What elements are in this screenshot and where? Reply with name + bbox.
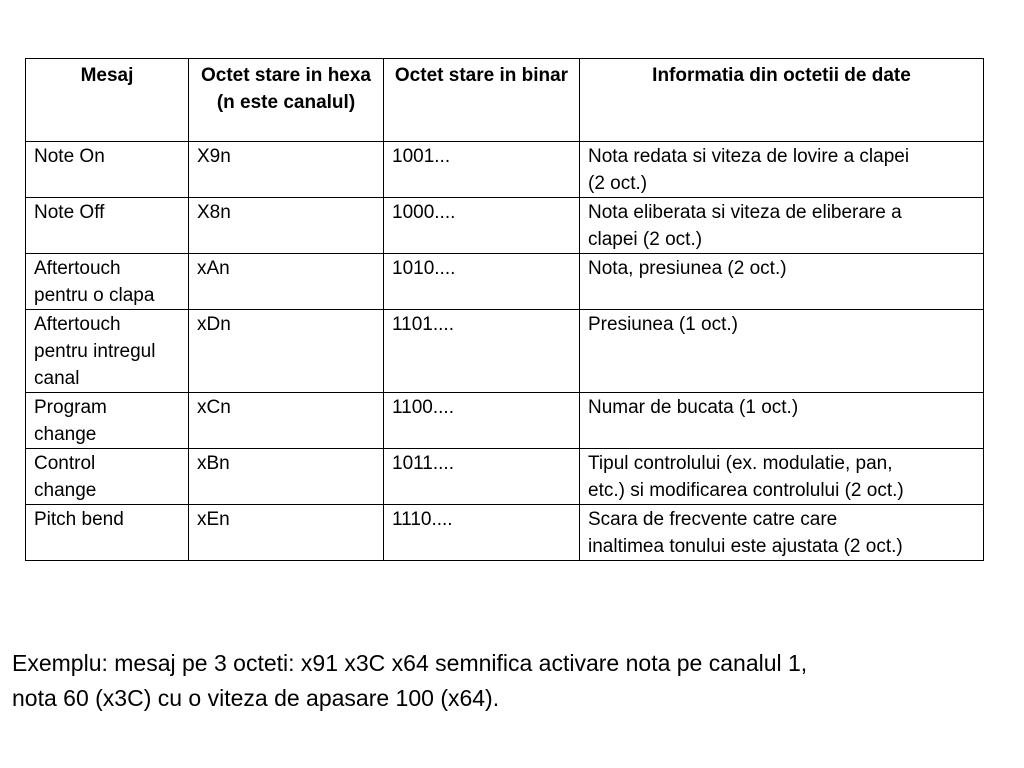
cell-mesaj: Pitch bend [26,505,189,561]
cell-informatia: Numar de bucata (1 oct.) [580,393,984,449]
cell-binar: 1011.... [384,449,580,505]
header-octet-hexa: Octet stare in hexa (n este canalul) [189,59,384,142]
table-row [26,310,984,393]
cell-informatia: Nota eliberata si viteza de eliberare a clapei (2 oct.) [580,198,984,254]
cell-mesaj: Control change [26,449,189,505]
table-row [26,505,984,561]
cell-hexa: xDn [189,310,384,393]
header-informatia: Informatia din octetii de date [580,59,984,142]
table-row [26,142,984,198]
cell-binar: 1000.... [384,198,580,254]
table-row [26,449,984,505]
cell-binar: 1101.... [384,310,580,393]
cell-binar: 1110.... [384,505,580,561]
cell-hexa: xAn [189,254,384,310]
cell-informatia: Tipul controlului (ex. modulatie, pan, etc.) si modificarea controlului (2 oct.) [580,449,984,505]
header-mesaj: Mesaj [26,59,189,142]
cell-mesaj: Program change [26,393,189,449]
cell-hexa: xCn [189,393,384,449]
table-row [26,393,984,449]
header-octet-binar: Octet stare in binar [384,59,580,142]
cell-informatia: Nota redata si viteza de lovire a clapei (2 oct.) [580,142,984,198]
cell-mesaj: Aftertouch pentru o clapa [26,254,189,310]
table-row [26,198,984,254]
cell-binar: 1001... [384,142,580,198]
table-row [26,254,984,310]
cell-hexa: X8n [189,198,384,254]
cell-informatia: Presiunea (1 oct.) [580,310,984,393]
example-paragraph: Exemplu: mesaj pe 3 octeti: x91 x3C x64 semnifica activare nota pe canalul 1, nota 60 (x3C) cu o viteza de apasare 100 (x64). [12,650,808,711]
cell-hexa: xEn [189,505,384,561]
cell-hexa: X9n [189,142,384,198]
cell-informatia: Scara de frecvente catre care inaltimea tonului este ajustata (2 oct.) [580,505,984,561]
cell-binar: 1100.... [384,393,580,449]
cell-mesaj: Note Off [26,198,189,254]
cell-informatia: Nota, presiunea (2 oct.) [580,254,984,310]
midi-messages-table [25,58,984,561]
cell-mesaj: Aftertouch pentru intregul canal [26,310,189,393]
table-header-row [26,59,984,142]
cell-mesaj: Note On [26,142,189,198]
cell-binar: 1010.... [384,254,580,310]
cell-hexa: xBn [189,449,384,505]
